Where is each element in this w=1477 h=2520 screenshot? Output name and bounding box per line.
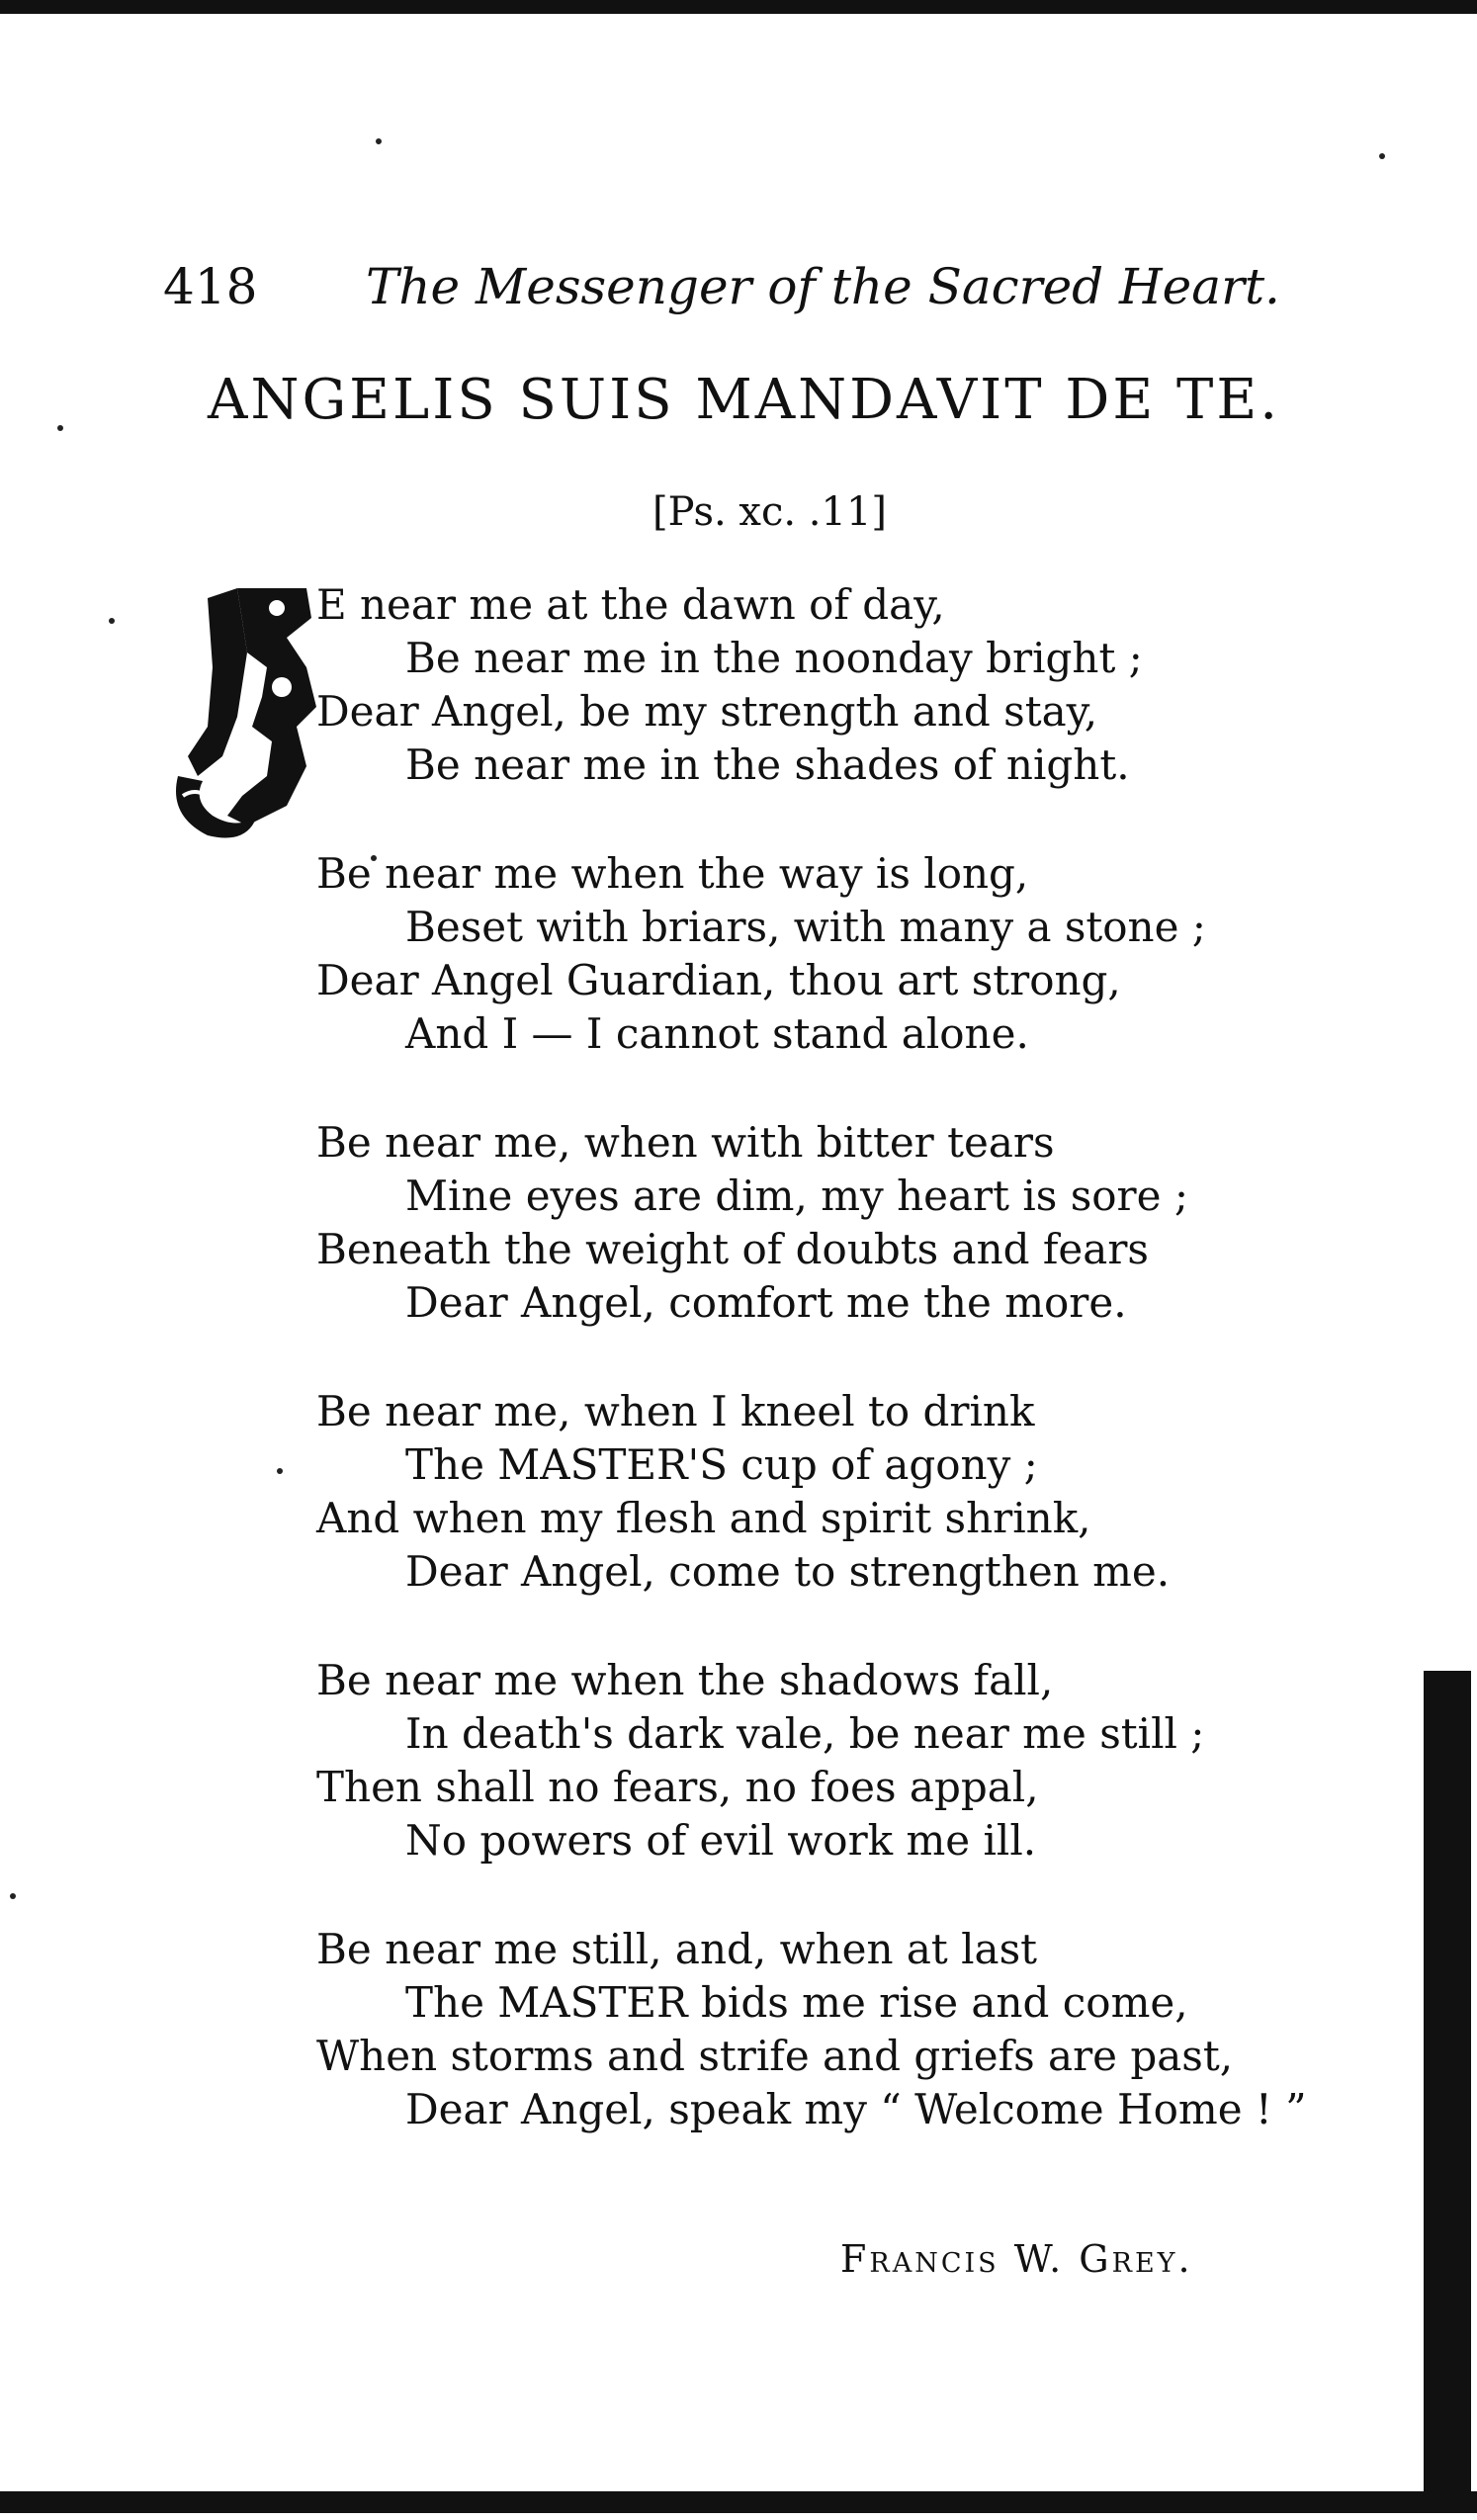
poem-subtitle: [Ps. xc. .11] xyxy=(652,489,888,535)
right-edge-bar xyxy=(1424,1671,1471,2491)
running-head: The Messenger of the Sacred Heart. xyxy=(366,258,1280,315)
poem-line: The MASTER bids me rise and come, xyxy=(405,1978,1188,2027)
ink-speck xyxy=(376,138,382,144)
poem-body xyxy=(316,578,1404,2192)
stanza xyxy=(316,1923,1404,2136)
ornamental-dropcap xyxy=(168,578,316,845)
stanza xyxy=(316,1116,1404,1330)
poem-line: Be near me when the shadows fall, xyxy=(316,1656,1054,1704)
poem-line: Be near me in the noonday bright ; xyxy=(405,634,1143,682)
stanza xyxy=(316,1654,1404,1868)
ink-speck xyxy=(277,1468,283,1474)
poem-line: Beset with briars, with many a stone ; xyxy=(405,903,1206,951)
poem-line: Mine eyes are dim, my heart is sore ; xyxy=(405,1172,1188,1220)
poem-line: And when my flesh and spirit shrink, xyxy=(316,1494,1091,1542)
stanza xyxy=(316,847,1404,1061)
poem-line: And I — I cannot stand alone. xyxy=(405,1009,1029,1058)
ink-speck xyxy=(57,425,63,431)
poem-title: ANGELIS SUIS MANDAVIT DE TE. xyxy=(208,368,1281,432)
poem-line: Be near me in the shades of night. xyxy=(405,740,1130,789)
ink-speck xyxy=(10,1893,16,1899)
poem-line: Beneath the weight of doubts and fears xyxy=(316,1225,1149,1273)
ink-speck xyxy=(1379,153,1385,159)
stanza xyxy=(316,578,1404,792)
poem-line: Be near me when the way is long, xyxy=(316,849,1029,898)
poem-line: No powers of evil work me ill. xyxy=(405,1816,1037,1865)
ink-speck xyxy=(109,618,115,624)
bottom-edge-bar xyxy=(0,2491,1477,2513)
poem-line: Dear Angel, speak my “ Welcome Home ! ” xyxy=(405,2085,1307,2133)
poem-line: E near me at the dawn of day, xyxy=(316,580,945,629)
poem-line: Be near me, when with bitter tears xyxy=(316,1118,1055,1167)
author-signature: Francis W. Grey. xyxy=(840,2237,1193,2281)
poem-line: In death's dark vale, be near me still ; xyxy=(405,1709,1205,1758)
poem-line: Be near me, when I kneel to drink xyxy=(316,1387,1035,1435)
page-header xyxy=(163,247,1399,326)
page-number: 418 xyxy=(163,258,258,315)
poem-line: Dear Angel, come to strengthen me. xyxy=(405,1547,1171,1596)
poem-line: Then shall no fears, no foes appal, xyxy=(316,1763,1039,1811)
poem-line: The MASTER'S cup of agony ; xyxy=(405,1440,1038,1489)
top-edge-bar xyxy=(0,0,1477,14)
stanza xyxy=(316,1385,1404,1599)
poem-line: Dear Angel, be my strength and stay, xyxy=(316,687,1098,736)
poem-line: Dear Angel Guardian, thou art strong, xyxy=(316,956,1121,1004)
poem-line: Be near me still, and, when at last xyxy=(316,1925,1038,1973)
poem-line: When storms and strife and griefs are past, xyxy=(316,2032,1234,2080)
poem-line: Dear Angel, comfort me the more. xyxy=(405,1278,1127,1327)
